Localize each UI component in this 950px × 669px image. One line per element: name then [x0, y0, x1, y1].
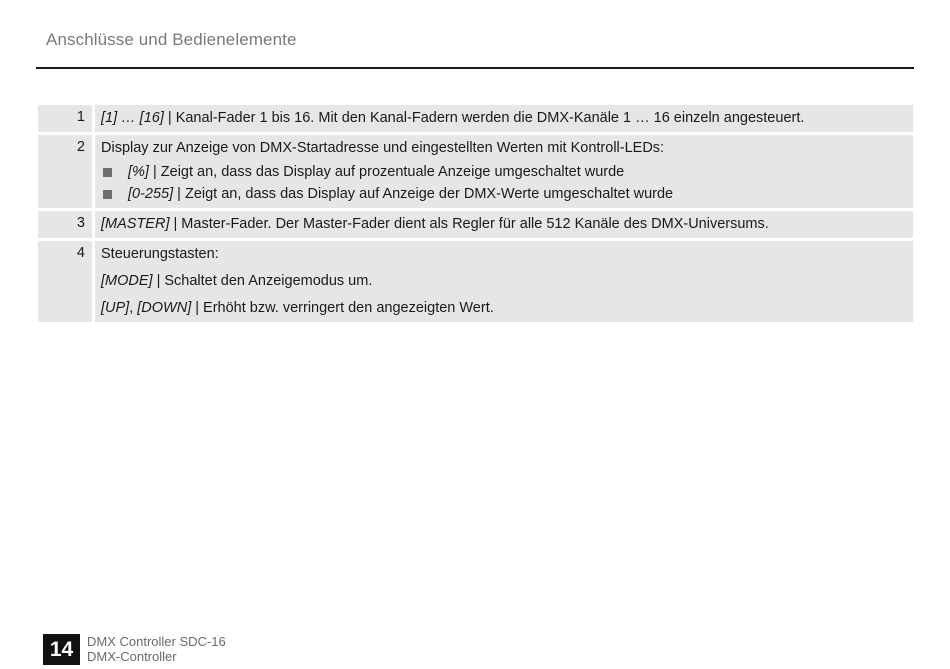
square-bullet-icon	[103, 190, 112, 199]
description-line	[101, 108, 907, 128]
control-term: [1] … [16]	[101, 110, 164, 126]
description-text: | Zeigt an, dass das Display auf Anzeige der DMX-Werte umgeschaltet wurde	[173, 186, 674, 202]
item-number: 4	[38, 241, 92, 322]
description-line	[101, 214, 907, 234]
item-number: 1	[38, 105, 92, 132]
square-bullet-icon	[103, 168, 112, 177]
page-number: 14	[43, 634, 80, 665]
table-row	[38, 241, 913, 322]
description-text: | Zeigt an, dass das Display auf prozentuale Anzeige umgeschaltet wurde	[148, 164, 625, 180]
item-number: 2	[38, 135, 92, 208]
table-row	[38, 105, 913, 132]
title-divider	[36, 67, 914, 69]
bullet-item	[101, 162, 907, 182]
item-description	[95, 211, 913, 238]
footer-product-type: DMX-Controller	[87, 649, 177, 664]
description-text: | Kanal-Fader 1 bis 16. Mit den Kanal-Fadern werden die DMX-Kanäle 1 … 16 einzeln angesteuert.	[163, 110, 805, 126]
description-intro: Steuerungstasten:	[101, 246, 219, 262]
item-number: 3	[38, 211, 92, 238]
description-text: | Master-Fader. Der Master-Fader dient als Regler für alle 512 Kanäle des DMX-Universums.	[169, 216, 769, 232]
footer-product-name: DMX Controller SDC-16	[87, 634, 226, 649]
separator-text: ,	[129, 300, 138, 316]
control-term: [UP]	[101, 300, 130, 316]
table-row	[38, 135, 913, 208]
section-title: Anschlüsse und Bedienelemente	[46, 30, 297, 49]
description-intro: Display zur Anzeige von DMX-Startadresse und eingestellten Werten mit Kontroll-LEDs:	[101, 140, 665, 156]
description-text: | Schaltet den Anzeigemodus um.	[152, 273, 373, 289]
table-row	[38, 211, 913, 238]
item-description	[95, 135, 913, 208]
item-description	[95, 105, 913, 132]
control-term: [0-255]	[128, 186, 174, 202]
description-line	[101, 271, 907, 291]
control-term: [MASTER]	[101, 216, 170, 232]
control-term: [DOWN]	[137, 300, 192, 316]
description-text: | Erhöht bzw. verringert den angezeigten Wert.	[191, 300, 494, 316]
control-term: [MODE]	[101, 273, 153, 289]
description-line	[101, 298, 907, 318]
controls-table	[38, 105, 913, 325]
item-description	[95, 241, 913, 322]
control-term: [%]	[128, 164, 149, 180]
bullet-item	[101, 184, 907, 204]
